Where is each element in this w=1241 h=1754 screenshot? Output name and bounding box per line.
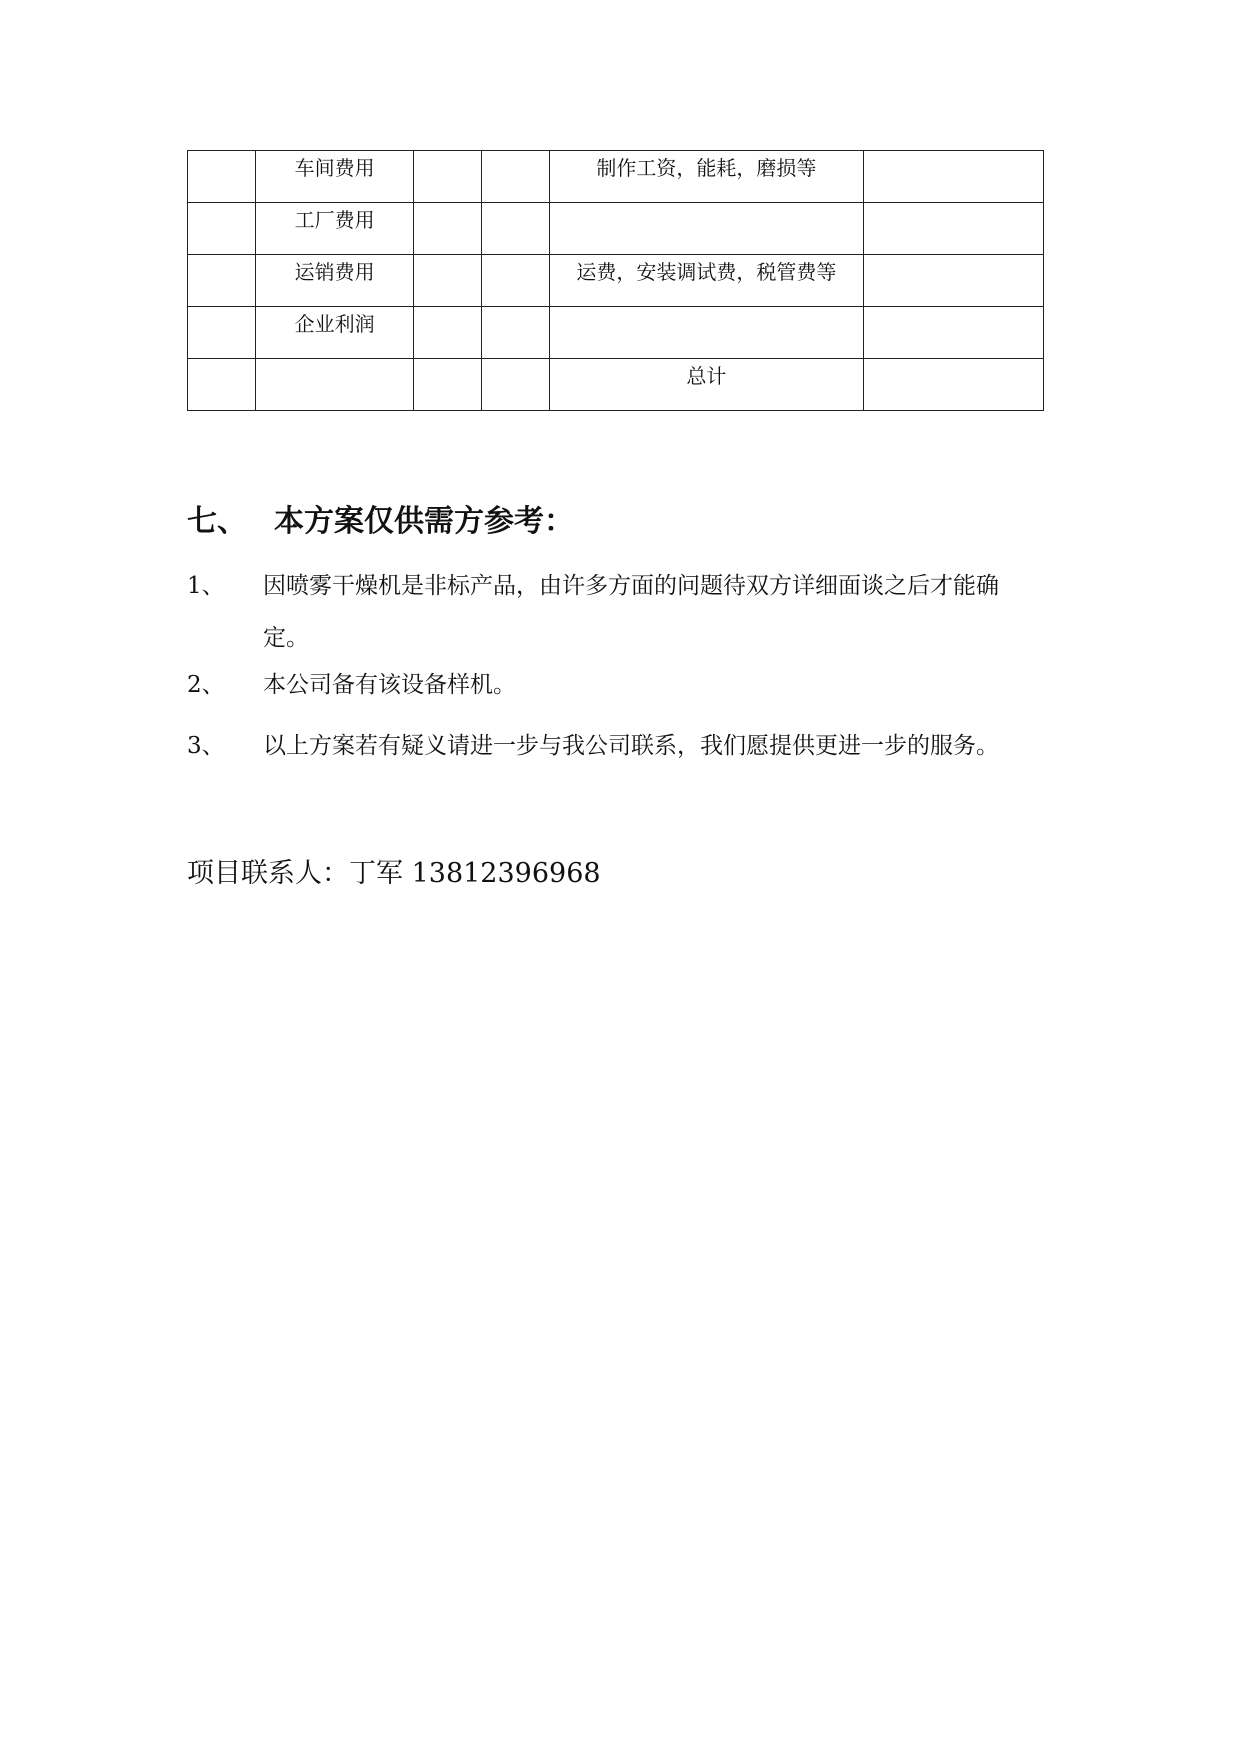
table-cell-cost-item: 车间费用 (256, 151, 414, 203)
table-cell-cost-item: 工厂费用 (256, 203, 414, 255)
table-cell (482, 359, 549, 411)
table-cell-remark (549, 203, 863, 255)
table-cell-remark: 运费，安装调试费，税管费等 (549, 255, 863, 307)
list-item-text-continuation: 定。 (263, 625, 309, 651)
table-row (188, 203, 1044, 255)
table-row (188, 255, 1044, 307)
section-number: 七、 (187, 504, 247, 539)
list-item-index: 3、 (187, 733, 225, 759)
table-cell-total-value (864, 359, 1044, 411)
table-cell (482, 203, 549, 255)
table-cell (414, 255, 482, 307)
list-item-text: 因喷雾干燥机是非标产品，由许多方面的问题待双方详细面谈之后才能确 (263, 573, 999, 599)
table-cell-remark (549, 307, 863, 359)
project-contact (187, 854, 601, 894)
contact-phone: 13812396968 (411, 858, 601, 889)
list-item-text: 本公司备有该设备样机。 (263, 672, 516, 698)
table-cell (256, 359, 414, 411)
table-cell (864, 151, 1044, 203)
table-cell (414, 203, 482, 255)
table-cell-total-label: 总计 (549, 359, 863, 411)
table-cell (482, 255, 549, 307)
table-cell (864, 307, 1044, 359)
table-cell (414, 359, 482, 411)
table-cell (414, 307, 482, 359)
table-cell (864, 203, 1044, 255)
section-title: 本方案仅供需方参考： (274, 504, 574, 539)
table-row-total (188, 359, 1044, 411)
table-cell (414, 151, 482, 203)
table-cell (188, 151, 256, 203)
contact-label: 项目联系人： (187, 858, 349, 889)
table-cell-remark: 制作工资，能耗，磨损等 (549, 151, 863, 203)
table-cell (188, 203, 256, 255)
list-item-index: 1、 (187, 573, 225, 599)
table-cell (188, 359, 256, 411)
list-item-index: 2、 (187, 672, 225, 698)
table-row (188, 151, 1044, 203)
table-cell (864, 255, 1044, 307)
table-cell (482, 151, 549, 203)
table-row (188, 307, 1044, 359)
cost-table (187, 150, 1044, 411)
table-cell (188, 307, 256, 359)
table-cell-cost-item: 运销费用 (256, 255, 414, 307)
list-item-text: 以上方案若有疑义请进一步与我公司联系，我们愿提供更进一步的服务。 (263, 733, 999, 759)
contact-name: 丁军 (349, 858, 403, 889)
section-heading (187, 502, 574, 542)
table-cell-cost-item: 企业利润 (256, 307, 414, 359)
table-cell (188, 255, 256, 307)
table-cell (482, 307, 549, 359)
